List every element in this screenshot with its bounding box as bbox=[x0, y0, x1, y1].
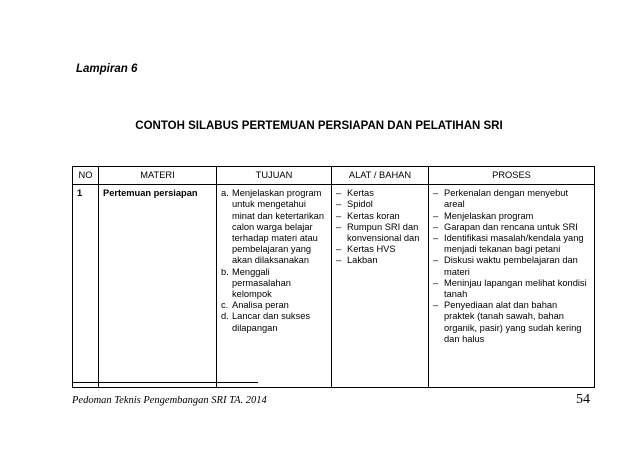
list-marker: – bbox=[433, 255, 439, 266]
document-title: CONTOH SILABUS PERTEMUAN PERSIAPAN DAN PELATIHAN SRI bbox=[135, 120, 503, 132]
header-materi: MATERI bbox=[99, 167, 217, 185]
proses-item bbox=[433, 233, 590, 255]
list-item-text: Identifikasi masalah/kendala yang menjadi tekanan bagi petani bbox=[444, 233, 584, 255]
table-header-row bbox=[73, 167, 595, 185]
list-item-text: Lakban bbox=[347, 255, 378, 266]
list-marker: b. bbox=[221, 266, 229, 277]
proses-item bbox=[433, 255, 590, 277]
list-marker: – bbox=[336, 255, 342, 266]
list-marker: a. bbox=[221, 188, 229, 199]
page-number: 54 bbox=[576, 392, 590, 407]
list-item-text: Penyediaan alat dan bahan praktek (tanah sawah, bahan organik, pasir) yang sudah kering dan halus bbox=[444, 300, 582, 344]
tujuan-list bbox=[221, 188, 327, 334]
list-item-text: Kertas HVS bbox=[347, 244, 396, 255]
alat-bahan-item bbox=[336, 199, 424, 210]
list-item-text: Menggali permasalahan kelompok bbox=[232, 266, 291, 300]
list-item-text: Meninjau lapangan melihat kondisi tanah bbox=[444, 277, 587, 300]
alat-bahan-item bbox=[336, 211, 424, 222]
header-tujuan: TUJUAN bbox=[217, 167, 332, 185]
list-marker: – bbox=[336, 221, 342, 232]
table-row bbox=[73, 185, 595, 388]
cell-no: 1 bbox=[73, 185, 99, 388]
proses-item bbox=[433, 211, 590, 222]
cell-tujuan bbox=[217, 185, 332, 388]
proses-item bbox=[433, 278, 590, 300]
cell-materi: Pertemuan persiapan bbox=[99, 185, 217, 388]
header-proses: PROSES bbox=[429, 167, 595, 185]
list-marker: c. bbox=[221, 300, 229, 311]
tujuan-item bbox=[221, 267, 327, 301]
list-item-text: Garapan dan rencana untuk SRI bbox=[444, 221, 578, 232]
proses-item bbox=[433, 300, 590, 345]
list-item-text: Spidol bbox=[347, 199, 373, 210]
list-marker: – bbox=[433, 221, 439, 232]
syllabus-table bbox=[72, 166, 595, 388]
footer-divider bbox=[72, 382, 258, 383]
alat-bahan-item bbox=[336, 222, 424, 244]
footer-text: Pedoman Teknis Pengembangan SRI TA. 2014 bbox=[72, 395, 267, 406]
list-item-text: Analisa peran bbox=[232, 300, 289, 311]
list-marker: – bbox=[433, 233, 439, 244]
list-item-text: Kertas koran bbox=[347, 210, 400, 221]
appendix-label: Lampiran 6 bbox=[76, 63, 138, 75]
list-item-text: Kertas bbox=[347, 188, 374, 199]
cell-alat-bahan bbox=[332, 185, 429, 388]
list-marker: d. bbox=[221, 311, 229, 322]
header-no: NO bbox=[73, 167, 99, 185]
list-marker: – bbox=[433, 277, 439, 288]
list-marker: – bbox=[336, 199, 342, 210]
tujuan-item bbox=[221, 300, 327, 311]
list-marker: – bbox=[433, 210, 439, 221]
list-marker: – bbox=[336, 188, 342, 199]
proses-item bbox=[433, 188, 590, 210]
list-item-text: Diskusi waktu pembelajaran dan materi bbox=[444, 255, 578, 277]
cell-proses bbox=[429, 185, 595, 388]
list-item-text: Menjelaskan program bbox=[444, 210, 534, 221]
list-marker: – bbox=[433, 300, 439, 311]
alat-bahan-list bbox=[336, 188, 424, 266]
list-marker: – bbox=[336, 244, 342, 255]
list-marker: – bbox=[336, 210, 342, 221]
proses-item bbox=[433, 222, 590, 233]
list-item-text: Lancar dan sukses dilapangan bbox=[232, 311, 311, 333]
list-item-text: Rumpun SRI dan konvensional dan bbox=[347, 221, 420, 244]
proses-list bbox=[433, 188, 590, 345]
list-item-text: Menjelaskan program untuk mengetahui minat dan ketertarikan calon warga belajar terhadap materi atau pembelajaran yang akan dilaksanakan bbox=[232, 188, 324, 266]
list-marker: – bbox=[433, 188, 439, 199]
tujuan-item bbox=[221, 188, 327, 266]
alat-bahan-item bbox=[336, 244, 424, 255]
alat-bahan-item bbox=[336, 188, 424, 199]
alat-bahan-item bbox=[336, 255, 424, 266]
list-item-text: Perkenalan dengan menyebut areal bbox=[444, 188, 569, 210]
tujuan-item bbox=[221, 311, 327, 333]
header-alat-bahan: ALAT / BAHAN bbox=[332, 167, 429, 185]
